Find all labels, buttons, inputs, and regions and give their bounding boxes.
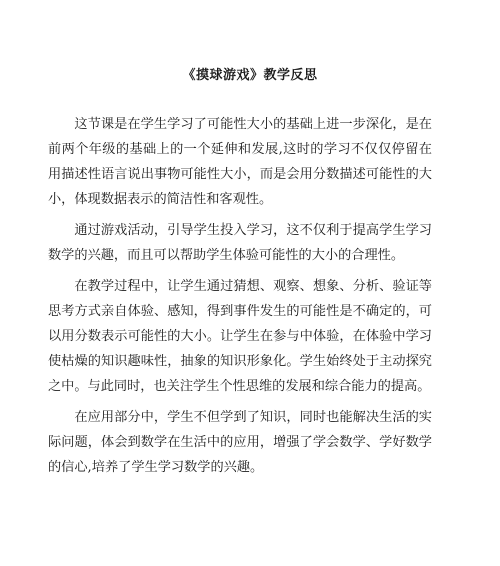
paragraph-4: 在应用部分中，学生不但学到了知识，同时也能解决生活的实际问题，体会到数学在生活中的应用，增强了学会数学、学好数学的信心,培养了学生学习数学的兴趣。 xyxy=(48,410,432,475)
paragraph-1: 这节课是在学生学习了可能性大小的基础上进一步深化，是在前两个年级的基础上的一个延伸和发展,这时的学习不仅仅停留在用描述性语言说出事物可能性大小，而是会用分数描述可能性的大小，体现数据表示的简洁性和客观性。 xyxy=(48,117,432,207)
paragraph-2: 通过游戏活动，引导学生投入学习，这不仅利于提高学生学习数学的兴趣，而且可以帮助学生体验可能性的大小的合理性。 xyxy=(48,223,432,263)
document-title: 《摸球游戏》教学反思 xyxy=(182,68,318,83)
document-body xyxy=(48,112,432,480)
paragraph-3: 在教学过程中，让学生通过猜想、观察、想象、分析、验证等思考方式亲自体验、感知，得到事件发生的可能性是不确定的，可以用分数表示可能性的大小。让学生在参与中体验，在体验中学习使枯燥的知识趣味性，抽象的知识形象化。学生始终处于主动探究之中。与此同时，也关注学生个性思维的发展和综合能力的提高。 xyxy=(48,279,432,394)
